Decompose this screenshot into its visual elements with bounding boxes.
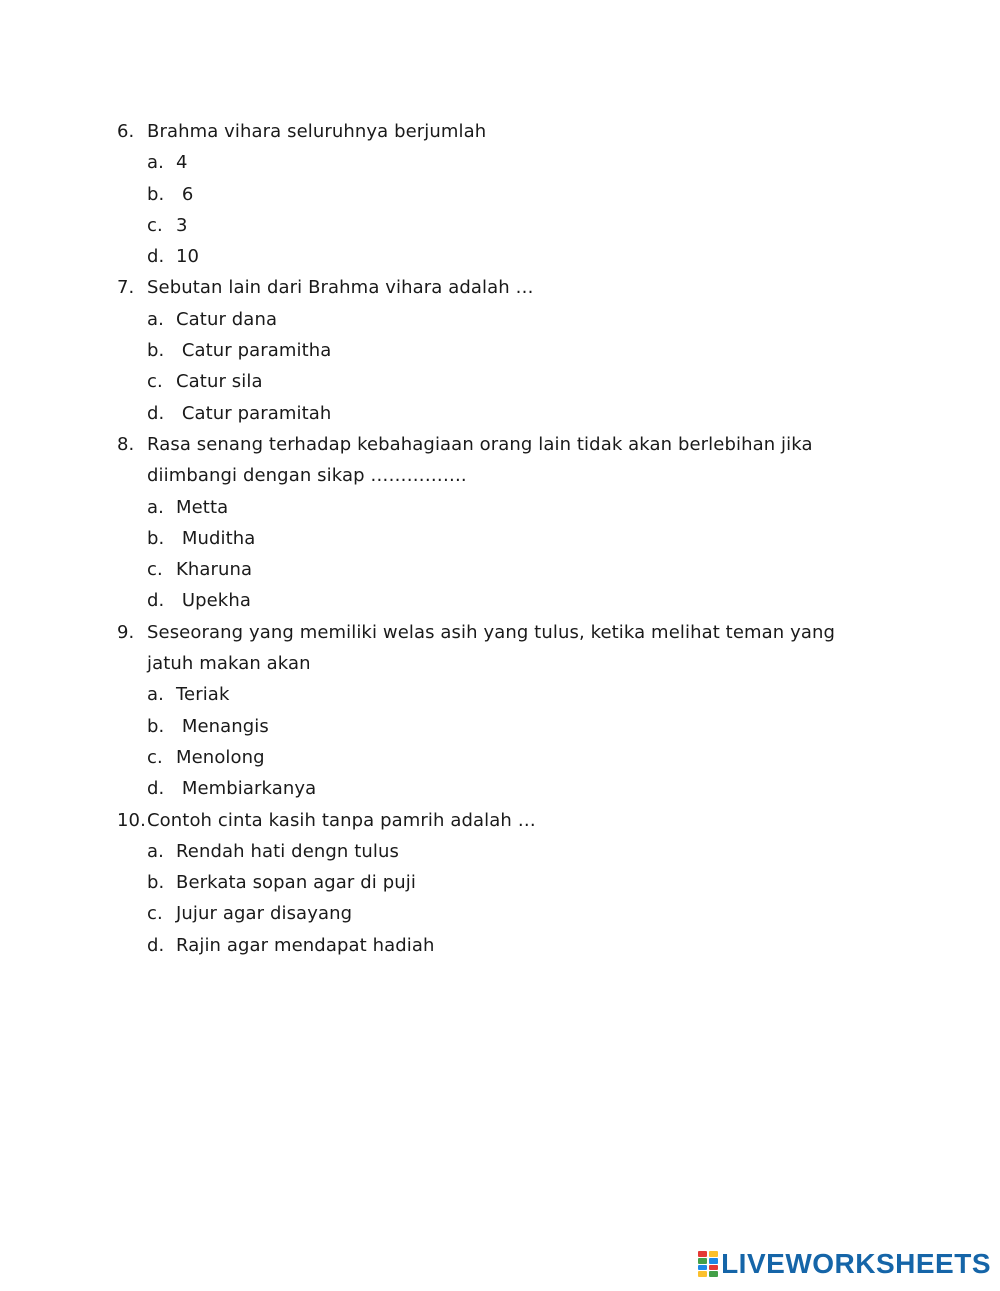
option-letter: d. (147, 590, 165, 612)
option-letter: d. (147, 246, 165, 268)
option-letter: b. (147, 715, 165, 737)
option-text: 3 (176, 214, 188, 236)
option-letter: a. (147, 152, 164, 174)
option-letter: b. (147, 340, 165, 362)
question-text: Contoh cinta kasih tanpa pamrih adalah … (147, 809, 536, 831)
option-list (0, 836, 1000, 961)
option-text: Metta (176, 496, 229, 518)
option-list (0, 679, 1000, 804)
option-text: Membiarkanya (176, 778, 317, 800)
liveworksheets-brand[interactable] (698, 1249, 991, 1279)
option-b[interactable] (0, 179, 1000, 210)
option-letter: a. (147, 496, 164, 518)
option-text: Catur sila (176, 371, 263, 393)
option-letter: b. (147, 527, 165, 549)
question-text: Rasa senang terhadap kebahagiaan orang lain tidak akan berlebihan jika diimbangi dengan sikap ……………. (147, 433, 813, 487)
option-c[interactable] (0, 898, 1000, 929)
option-letter: a. (147, 308, 164, 330)
option-text: Muditha (176, 527, 256, 549)
option-text: 6 (176, 183, 194, 205)
option-list (0, 304, 1000, 429)
option-list (0, 492, 1000, 617)
option-text: Catur paramitah (176, 402, 332, 424)
question-6 (0, 116, 1000, 272)
option-a[interactable] (0, 304, 1000, 335)
option-text: 4 (176, 152, 188, 174)
question-9 (0, 617, 1000, 805)
option-a[interactable] (0, 679, 1000, 710)
option-text: Menangis (176, 715, 269, 737)
option-list (0, 147, 1000, 272)
question-number: 6. (117, 121, 135, 142)
brand-name: LIVEWORKSHEETS (721, 1248, 991, 1279)
option-d[interactable] (0, 398, 1000, 429)
question-number: 10. (117, 809, 146, 831)
question-10 (0, 805, 1000, 961)
option-b[interactable] (0, 711, 1000, 742)
option-text: Jujur agar disayang (176, 903, 353, 925)
option-text: Menolong (176, 746, 265, 768)
option-letter: c. (147, 371, 163, 393)
option-letter: b. (147, 872, 165, 894)
option-letter: d. (147, 934, 165, 956)
question-number: 9. (117, 621, 135, 643)
option-text: Teriak (176, 684, 230, 706)
option-a[interactable] (0, 836, 1000, 867)
worksheet (0, 116, 1000, 961)
option-letter: a. (147, 840, 164, 862)
option-text: Rendah hati dengn tulus (176, 840, 400, 862)
option-letter: c. (147, 214, 163, 236)
option-text: 10 (176, 246, 200, 268)
option-c[interactable] (0, 366, 1000, 397)
question-text: Seseorang yang memiliki welas asih yang tulus, ketika melihat teman yang jatuh makan akan (147, 621, 836, 675)
option-c[interactable] (0, 742, 1000, 773)
option-c[interactable] (0, 210, 1000, 241)
option-text: Berkata sopan agar di puji (176, 872, 416, 894)
question-text: Brahma vihara seluruhnya berjumlah (147, 121, 487, 142)
option-letter: c. (147, 559, 163, 581)
option-b[interactable] (0, 335, 1000, 366)
option-text: Rajin agar mendapat hadiah (176, 934, 435, 956)
option-b[interactable] (0, 867, 1000, 898)
option-b[interactable] (0, 523, 1000, 554)
option-d[interactable] (0, 773, 1000, 804)
option-text: Catur dana (176, 308, 278, 330)
option-d[interactable] (0, 241, 1000, 272)
option-text: Upekha (176, 590, 251, 612)
option-d[interactable] (0, 930, 1000, 961)
option-text: Kharuna (176, 559, 253, 581)
option-a[interactable] (0, 147, 1000, 178)
option-a[interactable] (0, 492, 1000, 523)
option-letter: a. (147, 684, 164, 706)
liveworksheets-logo-icon (698, 1251, 718, 1277)
option-text: Catur paramitha (176, 340, 332, 362)
option-letter: c. (147, 746, 163, 768)
question-8 (0, 429, 1000, 617)
option-letter: c. (147, 903, 163, 925)
option-c[interactable] (0, 554, 1000, 585)
option-d[interactable] (0, 585, 1000, 616)
option-letter: b. (147, 183, 165, 205)
question-number: 8. (117, 433, 135, 455)
question-7 (0, 272, 1000, 428)
option-letter: d. (147, 402, 165, 424)
question-text: Sebutan lain dari Brahma vihara adalah … (147, 277, 534, 299)
option-letter: d. (147, 778, 165, 800)
question-number: 7. (117, 277, 135, 299)
